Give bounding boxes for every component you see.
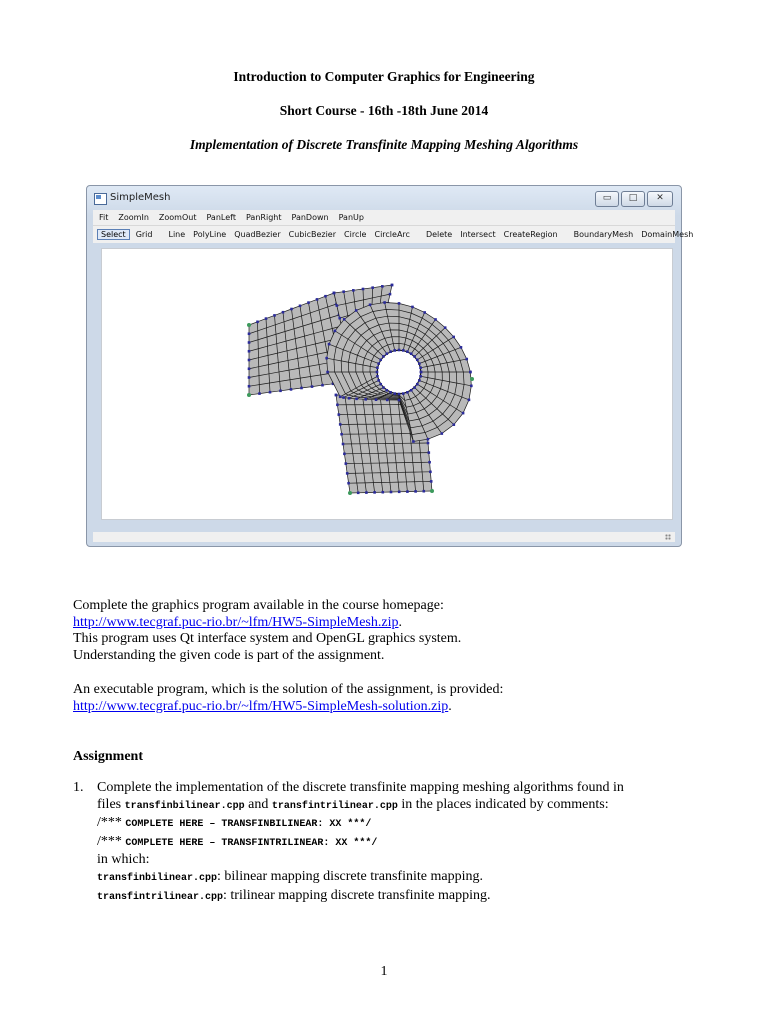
mesh-node <box>389 350 392 353</box>
mesh-node <box>342 290 345 293</box>
files-prefix: files <box>97 796 125 812</box>
mesh-node <box>382 355 385 358</box>
mesh-node <box>423 490 426 493</box>
mesh-node <box>347 482 350 485</box>
mesh-node <box>376 375 379 378</box>
mesh-node <box>279 390 282 393</box>
mesh-node <box>420 371 423 374</box>
mesh-node <box>355 309 358 312</box>
tool-line[interactable]: Line <box>168 230 186 239</box>
tool-quadbezier[interactable]: QuadBezier <box>234 230 281 239</box>
mesh-node <box>316 298 319 301</box>
mesh-node <box>389 391 392 394</box>
files-suffix: in the places indicated by comments: <box>397 796 609 812</box>
mesh-node <box>325 357 328 360</box>
mesh-node <box>248 367 251 370</box>
mesh-node <box>248 385 251 388</box>
def2-text: : trilinear mapping discrete transfinite mapping. <box>223 887 491 903</box>
mesh-node <box>339 395 342 398</box>
simplemesh-window <box>86 185 694 547</box>
mesh-node <box>444 326 447 329</box>
mesh-node <box>256 321 259 324</box>
mesh-node <box>427 438 430 441</box>
mesh-node <box>414 490 417 493</box>
mesh-node <box>321 384 324 387</box>
link-period: . <box>448 698 452 714</box>
mesh-node <box>429 471 432 474</box>
mesh-node <box>336 304 339 307</box>
mesh-node <box>258 392 261 395</box>
page-number: 1 <box>380 964 388 979</box>
homepage-link[interactable]: http://www.tecgraf.puc-rio.br/~lfm/HW5-SimpleMesh.zip <box>73 614 399 630</box>
mesh-node <box>348 397 351 400</box>
mesh-node <box>343 318 346 321</box>
mesh-node <box>416 383 419 386</box>
mesh-corner-node <box>470 377 474 381</box>
menu-panleft[interactable]: PanLeft <box>206 213 236 222</box>
close-button[interactable]: ✕ <box>647 191 673 207</box>
mesh-node <box>373 491 376 494</box>
mesh-node <box>355 398 358 401</box>
tool-intersect[interactable]: Intersect <box>460 230 496 239</box>
mesh-node <box>379 383 382 386</box>
mesh-corner-node <box>348 491 352 495</box>
and-text: and <box>244 796 272 812</box>
status-bar <box>93 532 675 542</box>
mesh-corner-node <box>247 323 251 327</box>
item-number: 1. <box>73 780 84 795</box>
window-titlebar <box>87 186 681 212</box>
mesh-node <box>339 423 342 426</box>
mesh-corner-node <box>247 393 251 397</box>
menu-zoomout[interactable]: ZoomOut <box>158 213 197 222</box>
mesh-node <box>453 423 456 426</box>
menu-bar <box>93 210 675 225</box>
mesh-node <box>371 286 374 289</box>
window-title: SimpleMesh <box>110 192 171 203</box>
mesh-node <box>375 398 378 401</box>
executable-line: An executable program, which is the solution of the assignment, is provided: <box>73 682 504 697</box>
mesh-node <box>462 412 465 415</box>
tool-select[interactable]: Select <box>97 229 130 240</box>
mesh-node <box>338 413 341 416</box>
qt-line: This program uses Qt interface system and OpenGL graphics system. <box>73 631 462 647</box>
document-topic: Implementation of Discrete Transfinite Mapping Meshing Algorithms <box>189 137 579 152</box>
solution-link[interactable]: http://www.tecgraf.puc-rio.br/~lfm/HW5-SimpleMesh-solution.zip <box>73 698 449 714</box>
mesh-node <box>343 453 346 456</box>
mesh-node <box>273 314 276 317</box>
executable-paragraph <box>73 682 713 715</box>
mesh-node <box>300 387 303 390</box>
mesh-node <box>398 491 401 494</box>
mesh-node <box>406 391 409 394</box>
def1-text: : bilinear mapping discrete transfinite mapping. <box>217 868 483 884</box>
mesh-node <box>383 301 386 304</box>
menu-fit[interactable]: Fit <box>99 213 109 222</box>
mesh-node <box>336 404 339 407</box>
tool-bar <box>93 225 694 243</box>
mesh-node <box>334 330 337 333</box>
mesh-node <box>423 311 426 314</box>
mesh-node <box>357 492 360 495</box>
mesh-node <box>410 389 413 392</box>
mesh-node <box>393 349 396 352</box>
mesh-node <box>338 317 341 320</box>
mesh-node <box>324 295 327 298</box>
mesh-node <box>365 491 368 494</box>
comment2-code: COMPLETE HERE – TRANSFINTRILINEAR: XX ***/ <box>125 837 378 849</box>
tool-grid[interactable]: Grid <box>135 230 153 239</box>
comment1-prefix: /*** <box>97 815 126 831</box>
in-which: in which: <box>97 852 150 868</box>
mesh-node <box>465 358 468 361</box>
menu-pandown[interactable]: PanDown <box>291 213 329 222</box>
assignment-item <box>97 780 717 906</box>
mesh-node <box>328 343 331 346</box>
tool-polyline[interactable]: PolyLine <box>193 230 227 239</box>
mesh-node <box>398 393 401 396</box>
tool-boundarymesh[interactable]: BoundaryMesh <box>573 230 634 239</box>
mesh-node <box>290 388 293 391</box>
mesh-node <box>460 346 463 349</box>
comment2-line <box>97 834 717 853</box>
mesh-node <box>427 442 430 445</box>
mesh-node <box>469 371 472 374</box>
mesh-node <box>470 385 473 388</box>
mesh-node <box>434 318 437 321</box>
mesh-node <box>389 293 392 296</box>
tool-circle[interactable]: Circle <box>344 230 367 239</box>
mesh-node <box>340 433 343 436</box>
mesh-node <box>382 386 385 389</box>
mesh-node <box>326 371 329 374</box>
mesh-node <box>364 398 367 401</box>
mesh-node <box>248 341 251 344</box>
def1-file: transfinbilinear.cpp <box>97 872 218 884</box>
mesh-node <box>410 352 413 355</box>
mesh-node <box>386 399 389 402</box>
mesh-node <box>369 303 372 306</box>
mesh-node <box>412 440 415 443</box>
mesh-node <box>398 302 401 305</box>
mesh-node <box>299 305 302 308</box>
tool-delete[interactable]: Delete <box>425 230 453 239</box>
def2-file: transfintrilinear.cpp <box>97 891 224 903</box>
mesh-node <box>346 472 349 475</box>
tool-cubicbezier[interactable]: CubicBezier <box>288 230 337 239</box>
comment2-prefix: /*** <box>97 833 126 849</box>
definition-bilinear <box>97 869 717 888</box>
mesh-node <box>406 490 409 493</box>
mesh-node <box>377 379 380 382</box>
definition-trilinear <box>97 888 717 907</box>
mesh-node <box>333 292 336 295</box>
mesh-node <box>419 366 422 369</box>
mesh-node <box>468 399 471 402</box>
mesh-node <box>352 289 355 292</box>
file2-name: transfintrilinear.cpp <box>271 800 398 812</box>
mesh-node <box>419 375 422 378</box>
document-title: Introduction to Computer Graphics for Engineering <box>233 69 535 84</box>
app-icon <box>94 193 107 205</box>
mesh-node <box>418 379 421 382</box>
mesh-node <box>413 386 416 389</box>
mesh-node <box>418 362 421 365</box>
mesh-node <box>248 350 251 353</box>
mesh-node <box>335 394 338 397</box>
mesh-node <box>307 301 310 304</box>
comment1-code: COMPLETE HERE – TRANSFINBILINEAR: XX ***/ <box>125 819 372 831</box>
mesh-node <box>376 371 379 374</box>
mesh-node <box>290 308 293 311</box>
comment1-line <box>97 815 717 834</box>
mesh-node <box>406 350 409 353</box>
mesh-node <box>428 451 431 454</box>
mesh-node <box>413 355 416 358</box>
resize-grip-icon[interactable] <box>665 534 671 540</box>
mesh-node <box>393 392 396 395</box>
mesh-node <box>376 366 379 369</box>
mesh-corner-node <box>430 489 434 493</box>
drawing-canvas[interactable] <box>101 248 673 520</box>
understand-line: Understanding the given code is part of the assignment. <box>73 647 385 663</box>
file1-name: transfinbilinear.cpp <box>124 800 245 812</box>
mesh-node <box>345 462 348 465</box>
mesh-node <box>381 285 384 288</box>
mesh-node <box>342 396 345 399</box>
assignment-heading: Assignment <box>73 749 144 764</box>
mesh-node <box>390 491 393 494</box>
mesh-node <box>402 392 405 395</box>
mesh-node <box>282 311 285 314</box>
intro-line: Complete the graphics program available in the course homepage: <box>73 598 444 613</box>
link-period: . <box>398 614 402 630</box>
mesh-node <box>342 443 345 446</box>
mesh-node <box>430 480 433 483</box>
menu-panright[interactable]: PanRight <box>245 213 282 222</box>
mesh-node <box>452 336 455 339</box>
mesh-node <box>428 461 431 464</box>
minimize-button[interactable]: ▭ <box>595 191 619 207</box>
menu-zoomin[interactable]: ZoomIn <box>118 213 149 222</box>
mesh-node <box>385 389 388 392</box>
tool-circlearc[interactable]: CircleArc <box>374 230 410 239</box>
tool-createregion[interactable]: CreateRegion <box>503 230 558 239</box>
mesh-node <box>248 332 251 335</box>
mesh-node <box>379 358 382 361</box>
tool-domainmesh[interactable]: DomainMesh <box>641 230 694 239</box>
mesh-node <box>398 349 401 352</box>
maximize-button[interactable]: □ <box>621 191 645 207</box>
intro-paragraph <box>73 598 713 664</box>
mesh-node <box>411 306 414 309</box>
mesh-node <box>377 362 380 365</box>
mesh-node <box>248 376 251 379</box>
mesh-node <box>265 317 268 320</box>
mesh-node <box>441 432 444 435</box>
mesh-node <box>416 358 419 361</box>
files-line <box>97 797 717 816</box>
mesh-node <box>382 491 385 494</box>
mesh-node <box>385 352 388 355</box>
mesh-node <box>402 349 405 352</box>
mesh-node <box>248 359 251 362</box>
document-subtitle: Short Course - 16th -18th June 2014 <box>279 103 489 118</box>
mesh-node <box>391 284 394 287</box>
mesh-node <box>311 385 314 388</box>
mesh-node <box>398 399 401 402</box>
mesh-drawing <box>102 249 672 519</box>
mesh-node <box>362 288 365 291</box>
item-line1: Complete the implementation of the discrete transfinite mapping meshing algorithms found in <box>97 780 624 795</box>
menu-panup[interactable]: PanUp <box>338 213 364 222</box>
mesh-node <box>269 391 272 394</box>
